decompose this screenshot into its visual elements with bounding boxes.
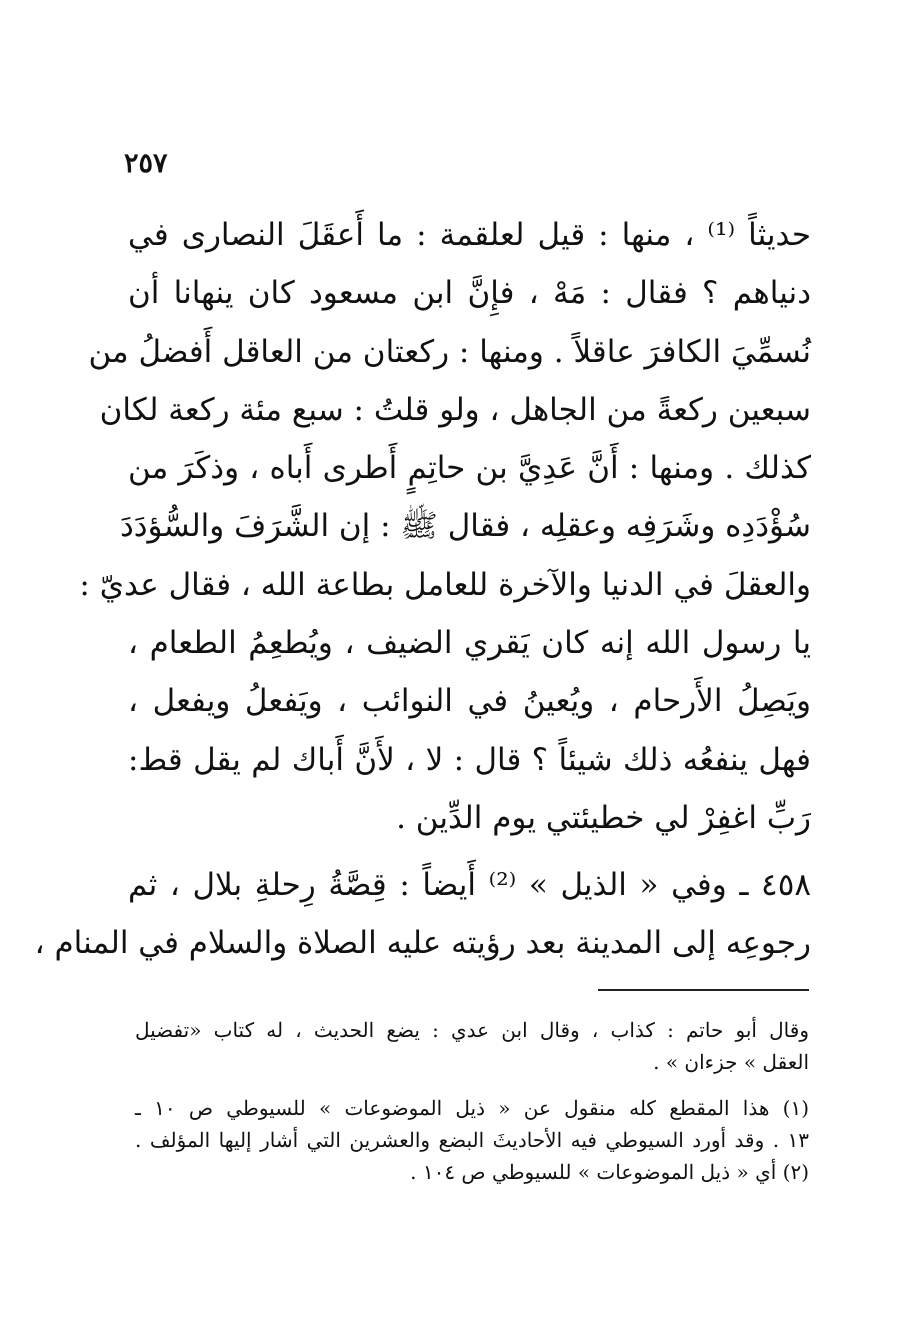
entry-458-paragraph — [34, 856, 811, 973]
page-number: ٢٥٧ — [124, 148, 168, 179]
text-line: فهل ينفعُه ذلك شيئاً ؟ قال : لا ، لأَنَّ أَباك لم يقل قط: — [128, 741, 811, 778]
text-line: يا رسول الله إنه كان يَقري الضيف ، ويُطعِمُ الطعام ، — [128, 625, 811, 662]
text-line: رجوعِه إلى المدينة بعد رؤيته عليه الصلاة والسلام في المنام ، — [34, 925, 811, 962]
footnote-1-line: (١) هذا المقطع كله منقول عن « ذيل الموضوعات » للسيوطي ص ١٠ ـ — [135, 1096, 810, 1120]
text-line: رَبِّ اغفِرْ لي خطيئتي يوم الدِّين . — [396, 799, 811, 836]
footnote-continuation-line: العقل » جزءان » . — [653, 1050, 809, 1074]
footnote-2: (٢) أي « ذيل الموضوعات » للسيوطي ص ١٠٤ . — [410, 1160, 809, 1184]
main-paragraph — [79, 206, 811, 847]
footnote-continuation-line: وقال أبو حاتم : كذاب ، وقال ابن عدي : يضع الحديث ، له كتاب «تفضيل — [135, 1018, 809, 1042]
text-line: ويَصِلُ الأَرحام ، ويُعينُ في النوائب ، ويَفعلُ ويفعل ، — [128, 683, 811, 720]
text-line: سبعين ركعةً من الجاهل ، ولو قلتُ : سبع مئة ركعة لكان — [99, 391, 811, 428]
text-line: والعقلَ في الدنيا والآخرة للعامل بطاعة الله ، فقال عديّ : — [79, 566, 811, 603]
footnote-1-line: ١٣ . وقد أورد السيوطي فيه الأحاديثَ البضع والعشرين التي أشار إليها المؤلف . — [135, 1128, 809, 1152]
text-line: كذلك . ومنها : أَنَّ عَدِيَّ بن حاتِمٍ أَطرى أَباه ، وذكَرَ من — [128, 450, 811, 487]
footnotes — [135, 1014, 809, 1188]
text-line: سُؤْدَدِه وشَرَفِه وعقلِه ، فقال ﷺ : إن الشَّرَفَ والسُّؤدَدَ — [119, 508, 811, 545]
footnote-separator — [598, 989, 809, 991]
text-line: نُسمِّيَ الكافرَ عاقلاً . ومنها : ركعتان من العاقل أَفضلُ من — [88, 333, 811, 370]
text-line: دنياهم ؟ فقال : مَهْ ، فإِنَّ ابن مسعود كان ينهانا أن — [128, 275, 811, 312]
text-line: حديثاً ⁽¹⁾ ، منها : قيل لعلقمة : ما أَعقَلَ النصارى في — [128, 217, 811, 253]
text-line: ٤٥٨ ـ وفي « الذيل » ⁽²⁾ أَيضاً : قِصَّةُ رِحلةِ بلال ، ثم — [128, 867, 811, 903]
